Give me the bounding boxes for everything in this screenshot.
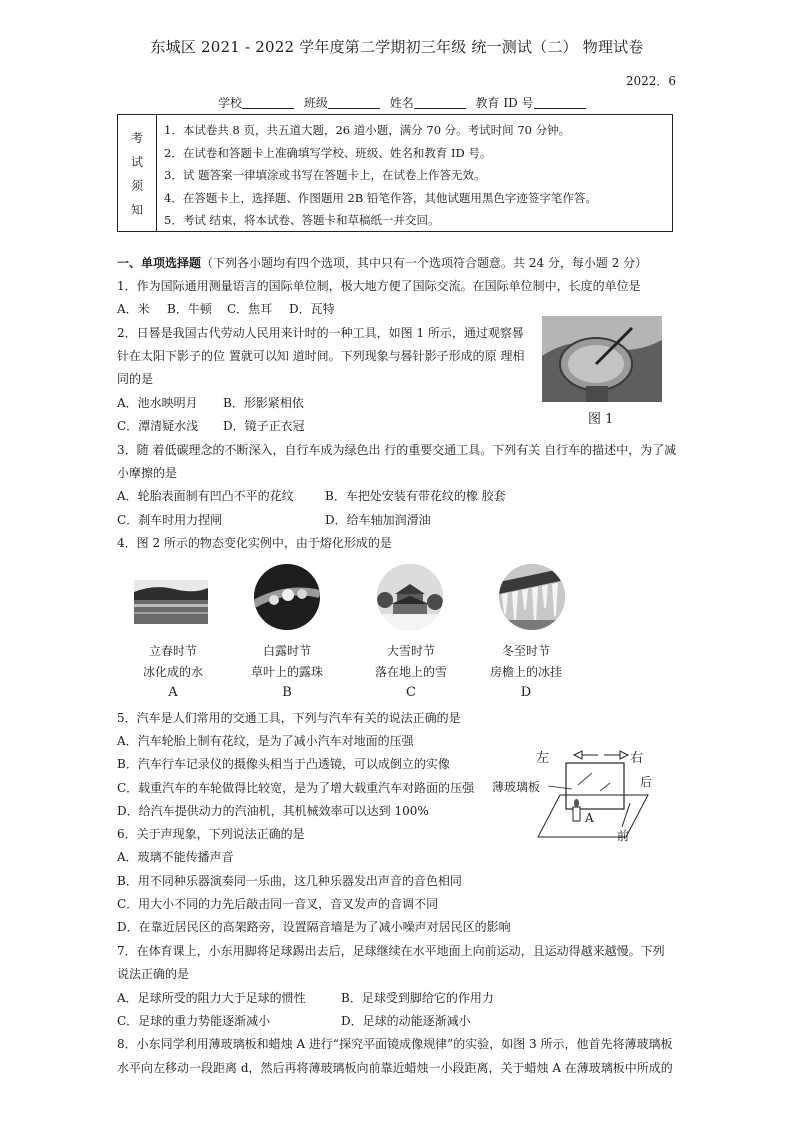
school-blank[interactable] (242, 96, 294, 109)
id-label: 教育 ID 号 (475, 96, 534, 110)
figure-d-term: 冬至时节 (501, 644, 550, 658)
figure-b-letter[interactable]: B (282, 685, 292, 700)
figure-c-letter[interactable]: C (406, 685, 416, 700)
direction-back-label: 后 (640, 775, 653, 789)
name-blank[interactable] (414, 96, 466, 109)
option[interactable]: A．足球所受的阻力大于足球的惯性 (117, 991, 306, 1005)
question-7-options-row (117, 1013, 471, 1029)
question-2-line: 2．日晷是我国古代劳动人民用来计时的一种工具，如图 1 所示，通过观察晷 (117, 326, 524, 340)
question-3-line: 小摩擦的是 (117, 466, 178, 480)
option[interactable]: B．用不同种乐器演奏同一乐曲，这几种乐器发出声音的音色相同 (117, 874, 462, 888)
option[interactable]: A．池水映明月 (117, 396, 198, 410)
school-label: 学校 (218, 96, 243, 110)
question-3-line: 3．随 着低碳理念的不断深入，自行车成为绿色出 行的重要交通工具。下列有关 自行车的描述中，为了减 (117, 443, 677, 457)
option[interactable]: D．给车轴加润滑油 (325, 513, 431, 527)
notice-label-char: 须 (130, 178, 143, 193)
candle-a-label: A (585, 811, 594, 825)
icicle-image (499, 564, 565, 630)
question-8-line: 8．小东同学利用薄玻璃板和蜡烛 A 进行“探究平面镜成像规律”的实验，如图 3 所示，他首先将薄玻璃板 (117, 1037, 673, 1051)
question-3-options-row (117, 512, 431, 528)
section-note: （下列各小题均有四个选项，其中只有一个选项符合题意。共 24 分，每小题 2 分） (201, 256, 648, 270)
option[interactable]: B．车把处安装有带花纹的橡 胶套 (325, 489, 506, 503)
figure-a-desc: 冰化成的水 (142, 665, 203, 679)
figure-c-desc: 落在地上的雪 (374, 665, 447, 679)
option[interactable]: D．在靠近居民区的高架路旁，设置隔音墙是为了减小噪声对居民区的影响 (117, 920, 511, 934)
notice-item: 4．在答题卡上，选择题、作图题用 2B 铅笔作答，其他试题用黑色字迹签字笔作答。 (164, 190, 597, 205)
figure-b-term: 白露时节 (262, 644, 311, 658)
question-3-options-row (117, 488, 506, 504)
section-title: 一、单项选择题 (117, 256, 202, 270)
mirror-experiment-figure (490, 745, 665, 845)
exam-date: 2022．6 (625, 74, 676, 88)
id-blank[interactable] (534, 96, 586, 109)
exam-notice-box (117, 114, 673, 232)
dew-photo (254, 564, 320, 630)
direction-front-label: 前 (617, 829, 630, 843)
option[interactable]: C．焦耳 (227, 302, 273, 316)
question-2-line: 同的是 (117, 372, 154, 386)
notice-label (118, 115, 157, 231)
class-label: 班级 (303, 96, 328, 110)
section-heading (117, 255, 647, 271)
question-7-line: 说法正确的是 (117, 967, 190, 981)
option[interactable]: C．刹车时用力捏闸 (117, 513, 223, 527)
option[interactable]: B．汽车行车记录仪的摄像头相当于凸透镜，可以成倒立的实像 (117, 757, 450, 771)
option[interactable]: C．足球的重力势能逐渐减小 (117, 1014, 271, 1028)
notice-item: 2．在试卷和答题卡上准确填写学校、班级、姓名和教育 ID 号。 (164, 145, 492, 160)
question-5-stem: 5．汽车是人们常用的交通工具，下列与汽车有关的说法正确的是 (117, 711, 461, 725)
ice-water-photo (134, 580, 208, 624)
icicle-photo (499, 564, 565, 630)
sundial-photo (542, 316, 662, 402)
option[interactable]: C．用大小不同的力先后敲击同一音叉，音叉发声的音调不同 (117, 897, 439, 911)
figure-1-caption: 图 1 (588, 412, 614, 427)
question-1-options (117, 301, 335, 317)
option[interactable]: D．镜子正衣冠 (223, 419, 305, 433)
question-6-stem: 6．关于声现象，下列说法正确的是 (117, 827, 305, 841)
option[interactable]: D．给汽车提供动力的汽油机，其机械效率可以达到 100% (117, 804, 429, 818)
notice-label-char: 知 (130, 202, 143, 217)
name-label: 姓名 (389, 96, 414, 110)
ice-water-image (134, 580, 208, 624)
class-blank[interactable] (328, 96, 380, 109)
notice-item: 1．本试卷共 8 页，共五道大题，26 道小题，满分 70 分。考试时间 70 分钟。 (164, 123, 571, 137)
option[interactable]: B．形影紧相依 (223, 396, 304, 410)
question-7-line: 7．在体育课上，小东用脚将足球踢出去后，足球继续在水平地面上向前运动，且运动得越来越慢。下列 (117, 944, 665, 958)
notice-item: 5．考试 结束，将本试卷、答题卡和草稿纸一并交回。 (164, 213, 440, 227)
notice-items (164, 119, 668, 232)
figure-a-letter[interactable]: A (168, 685, 178, 700)
question-2-line: 针在太阳下影子的位 置就可以知 道时间。下列现象与晷针影子形成的原 理相 (117, 349, 525, 363)
question-7-options-row (117, 990, 494, 1006)
direction-right-label: 右 (630, 751, 644, 766)
figure-d-desc: 房檐上的冰挂 (489, 665, 562, 679)
figure-b-desc: 草叶上的露珠 (250, 665, 323, 679)
question-2-options-row (117, 395, 304, 411)
option[interactable]: A．米 (117, 302, 150, 316)
figure-a-term: 立春时节 (148, 644, 197, 658)
glass-plate-label: 薄玻璃板 (492, 780, 541, 794)
question-8-line: 水平向左移动一段距离 d，然后再将薄玻璃板向前靠近蜡烛一小段距离，关于蜡烛 A 在薄玻璃板中所成的 (117, 1061, 673, 1075)
option[interactable]: A．汽车轮胎上制有花纹，是为了减小汽车对地面的压强 (117, 734, 414, 748)
option[interactable]: A．轮胎表面制有凹凸不平的花纹 (117, 489, 294, 503)
option[interactable]: C．潭清疑水浅 (117, 419, 199, 433)
option[interactable]: B．牛顿 (167, 302, 212, 316)
option[interactable]: C．载重汽车的车轮做得比较宽，是为了增大载重汽车对路面的压强 (117, 781, 475, 795)
notice-item: 3．试 题答案一律填涂或书写在答题卡上，在试卷上作答无效。 (164, 168, 486, 182)
sundial-image (542, 316, 662, 402)
notice-label-char: 试 (130, 154, 143, 169)
question-1-stem: 1．作为国际通用测量语言的国际单位制，极大地方便了国际交流。在国际单位制中，长度的单位是 (117, 279, 641, 293)
question-4-stem: 4．图 2 所示的物态变化实例中，由于熔化形成的是 (117, 536, 392, 550)
notice-label-char: 考 (130, 130, 143, 145)
dew-image (254, 564, 320, 630)
option[interactable]: D．瓦特 (289, 302, 335, 316)
option[interactable]: B．足球受到脚给它的作用力 (341, 991, 494, 1005)
page-title: 东城区 2021 - 2022 学年度第二学期初三年级 统一测试（二） 物理试卷 (150, 38, 644, 56)
figure-d-letter[interactable]: D (520, 685, 532, 700)
option[interactable]: D．足球的动能逐渐减小 (341, 1014, 471, 1028)
snow-image (377, 564, 443, 630)
student-info-line (218, 94, 592, 111)
option[interactable]: A．玻璃不能传播声音 (117, 850, 234, 864)
question-2-options-row (117, 418, 305, 434)
direction-left-label: 左 (536, 751, 550, 766)
figure-c-term: 大雪时节 (386, 644, 435, 658)
snow-photo (377, 564, 443, 630)
